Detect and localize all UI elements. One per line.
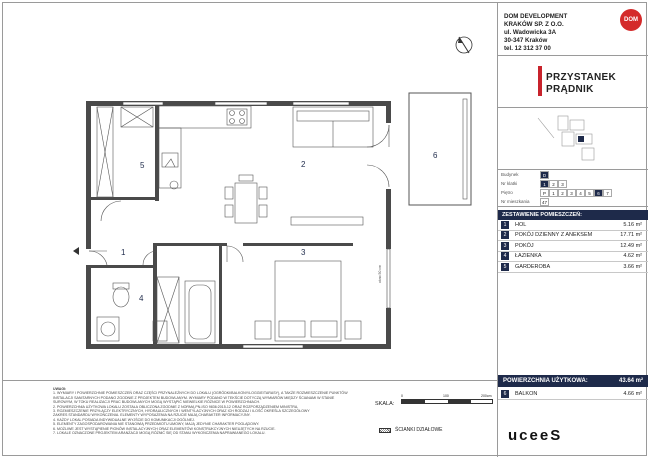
bedroom-door	[143, 246, 243, 265]
scale-tick: 200cm	[481, 394, 492, 398]
scale-bar	[401, 399, 493, 404]
partition-wall-swatch	[379, 428, 391, 433]
project-logo-mark	[538, 66, 542, 96]
room-number-3: 3	[301, 248, 306, 257]
company-name: DOM DEVELOPMENT	[504, 13, 568, 20]
wardrobe	[97, 107, 153, 221]
project-name-1: PRZYSTANEK	[546, 72, 617, 83]
brand-logo: uceeS	[508, 427, 563, 444]
note-line: 3. ROZMIESZCZENIE PRZYŁĄCZY ELEKTRYCZNYCH, HYDRAULICZNYCH I WENTYLACYJNYCH ORAZ ICH RODZAJ I ILOŚĆ OKREŚLA SZCZEGÓŁOWY	[53, 409, 310, 414]
room-number-4: 4	[139, 294, 144, 303]
apartment-location-marker	[578, 136, 584, 142]
room-row: 5 GARDEROBA 3.66 m²	[498, 262, 648, 273]
floor-plan	[3, 3, 498, 381]
info-sidebar	[498, 3, 648, 457]
scale-label: SKALA:	[375, 401, 395, 407]
info-row-building: Budynek D	[498, 170, 648, 179]
total-area-label: POWIERZCHNIA UŻYTKOWA:	[503, 378, 588, 384]
room-row: 4 ŁAZIENKA 4.62 m²	[498, 252, 648, 263]
bed	[255, 261, 361, 341]
balcony	[409, 93, 471, 205]
key-plan-drawing	[498, 108, 648, 170]
room-row: 6 BALKON 4.66 m²	[498, 389, 648, 400]
total-area-value: 43.64 m²	[618, 378, 643, 384]
room-number-5: 5	[140, 161, 145, 170]
room-schedule-header: ZESTAWIENIE POMIESZCZEŃ:	[498, 210, 648, 220]
tv-unit	[291, 217, 363, 225]
scale-tick: 0	[401, 394, 403, 398]
entrance-arrow-icon	[73, 247, 79, 255]
company-phone: tel. 12 312 37 00	[504, 45, 551, 52]
balcony-door	[367, 125, 389, 187]
project-name-2: PRĄDNIK	[546, 84, 594, 95]
note-line: 4. KAŻDY LOKAL POSIADA INDYWIDUALNE WYJŚCIE DO KOMUNIKACJI OGÓLNEJ.	[53, 417, 195, 422]
room-number-2: 2	[301, 160, 306, 169]
scale-tick: 100	[443, 394, 449, 398]
note-line: 1. WYMIARY I POWIERZCHNIE POMIESZCZEŃ ORAZ CZĘŚCI PRZYNALEŻNYCH DO LOKALU (OGRÓDKI/BALKONY/LOGGIE/TARASY), A TAKŻE ROZMIESZCZENIE PUNKTÓW	[53, 391, 348, 396]
north-arrow-icon	[456, 37, 472, 53]
note-line: SUROWYM, W TOKU REALIZACJI PRAC BUDOWLANYCH MOGĄ WYSTĄPIĆ NIEWIELKIE RÓŻNICE W POWIERZCHNIACH.	[53, 400, 261, 405]
kitchen-unit	[159, 106, 251, 189]
dom-logo: DOM	[620, 9, 642, 31]
info-row-apartment-number: Nr mieszkania 47	[501, 199, 547, 205]
notes-text	[53, 387, 373, 435]
note-line: ZAKRES STANDARDU WYKOŃCZENIA. ELEMENTY WYPOSAŻENIA NA RZUCIE MAJĄ CHARAKTER INFORMACYJNY.	[53, 413, 251, 418]
sofa	[293, 107, 373, 147]
info-row-staircase: Nr klatki 1 2 3	[498, 179, 648, 188]
dining-table	[225, 175, 267, 223]
note-line: 5. ELEMENTY ZAGOSPODAROWANIA NIE STANOWIĄ PRZEDMIOTU UMOWY, MAJĄ JEDYNIE CHARAKTER POGLĄDOWY.	[53, 422, 260, 427]
project-logo	[498, 56, 648, 108]
apartment-info-table	[498, 170, 648, 207]
room-schedule	[498, 210, 648, 273]
window-note: okno 50 cm	[378, 264, 382, 283]
floor-plan-area	[3, 3, 498, 381]
room-row: 2 POKÓJ DZIENNY Z ANEKSEM 17.71 m²	[498, 231, 648, 242]
plan-sheet	[2, 2, 647, 456]
company-street: ul. Wadowicka 3A	[504, 29, 557, 36]
notes-heading: UWAGI:	[53, 387, 67, 391]
room-number-6: 6	[433, 151, 438, 160]
company-block	[498, 3, 648, 56]
note-line: 6. MOŻLIWE JEST WYSTĄPIENIE PIONÓW INSTALACYJNYCH ORAZ ELEMENTÓW KONSTRUKCYJNYCH NIEUJĘTYCH NA RZUCIE.	[53, 426, 276, 431]
company-name-2: KRAKÓW SP. Z O.O.	[504, 21, 564, 28]
room-row: 3 POKÓJ 12.49 m²	[498, 241, 648, 252]
entrance-door	[89, 251, 107, 265]
note-line: 7. LOKALE OZNACZONE PROJEKTEM ARANŻACJI MOGĄ RÓŻNIĆ SIĘ OD STANU WYKOŃCZENIA NAPRAWIANEGO LOKALU.	[53, 431, 266, 436]
note-line: 2. POWIERZCHNIA UŻYTKOWA LOKALU ZOSTAŁA OBLICZONA ZGODNIE Z NORMĄ PN-ISO 9836:2015-12 ORAZ ROZPORZĄDZENIEM MINISTRA.	[53, 404, 299, 409]
info-row-floor: Piętro P 1 2 3 4 5 6 7	[498, 188, 648, 197]
room-row: 1 HOL 5.16 m²	[498, 220, 648, 231]
note-line: INSTALACJI SANITARNYCH PODANO ZGODNIE Z PROJEKTEM BUDOWLANYM. WYMIARY PODANO W TEKŚCIE DOTYCZĄ WYMIARÓW MIĘDZY ŚCIANAMI W STANIE	[53, 395, 335, 400]
legend-label: ŚCIANKI DZIAŁOWE	[395, 427, 443, 433]
total-area-bar	[498, 375, 648, 387]
balcony-schedule	[498, 389, 648, 400]
company-city: 30-347 Kraków	[504, 37, 548, 44]
room-number-1: 1	[121, 248, 126, 257]
notes-panel	[3, 381, 498, 457]
key-plan	[498, 108, 648, 170]
